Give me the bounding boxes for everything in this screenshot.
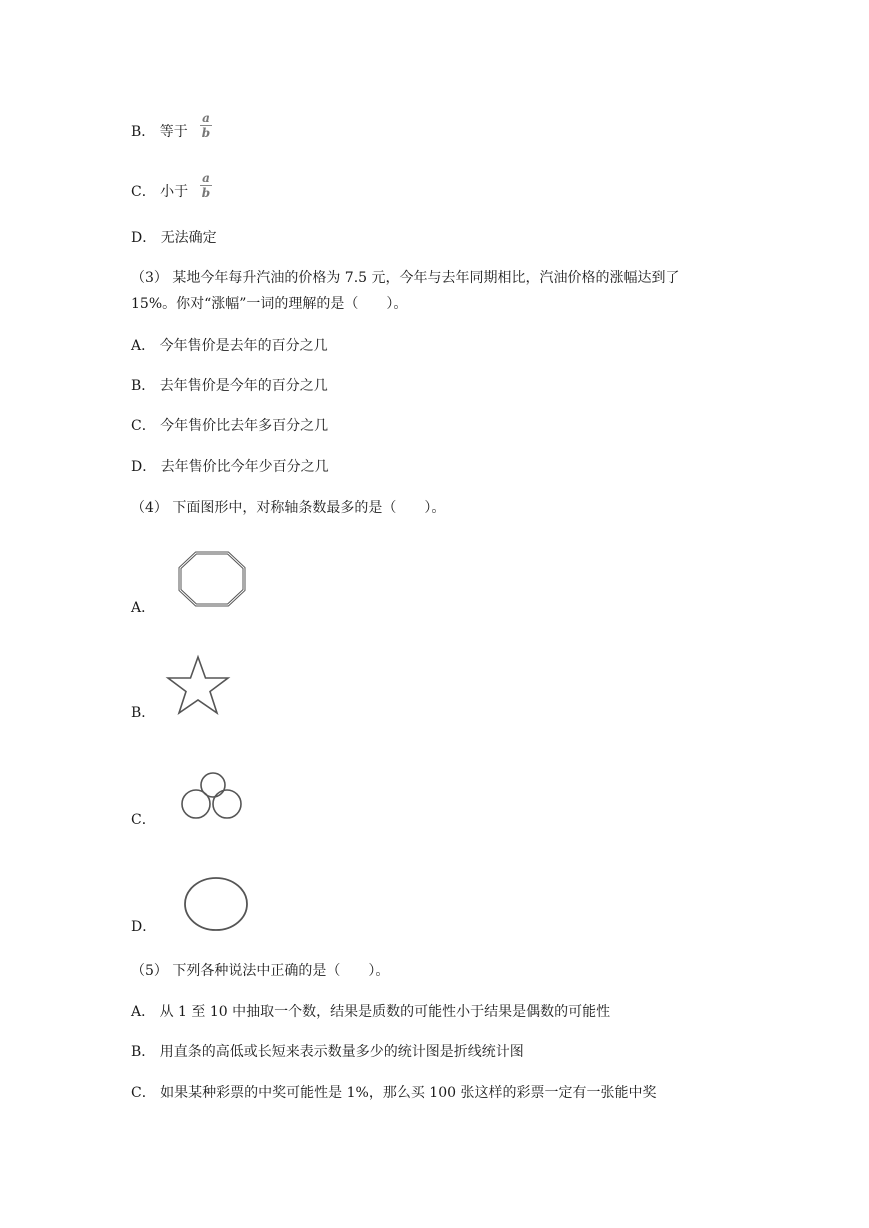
fraction-numerator: a <box>202 171 210 185</box>
option-label: A． <box>131 600 156 616</box>
option-label: D． <box>131 230 157 246</box>
q3-option-a[interactable] <box>131 336 328 356</box>
circle-icon <box>182 876 252 932</box>
option-label: D． <box>131 459 157 475</box>
q3-option-c[interactable] <box>131 416 328 436</box>
q3-stem-line1: （3） 某地今年每升汽油的价格为 7.5 元，今年与去年同期相比，汽油价格的涨幅达到了 <box>131 270 680 286</box>
option-label: B． <box>131 1044 156 1060</box>
fraction-a-over-b <box>200 172 212 199</box>
option-label: D． <box>131 919 157 935</box>
option-text: 今年售价比去年多百分之几 <box>160 418 329 434</box>
option-text: 今年售价是去年的百分之几 <box>159 338 328 354</box>
option-label: C． <box>131 418 156 434</box>
q3-option-d[interactable] <box>131 457 329 477</box>
option-text: 去年售价比今年少百分之几 <box>160 459 329 475</box>
option-text: 去年售价是今年的百分之几 <box>159 378 328 394</box>
option-label: A． <box>131 1004 156 1020</box>
q2-option-c[interactable] <box>131 182 188 202</box>
q5-option-c[interactable] <box>131 1083 656 1103</box>
octagon-icon <box>174 548 250 612</box>
q5-option-a[interactable] <box>131 1002 610 1022</box>
star-icon <box>164 654 232 718</box>
option-text: 如果某种彩票的中奖可能性是 1%，那么买 100 张这样的彩票一定有一张能中奖 <box>160 1085 657 1101</box>
option-label: B． <box>131 378 156 394</box>
option-label: B． <box>131 124 156 140</box>
fraction-a-over-b <box>200 112 212 139</box>
three-circles-icon <box>176 770 248 822</box>
q4-option-c[interactable] <box>131 810 156 830</box>
q3-option-b[interactable] <box>131 376 328 396</box>
q2-option-d[interactable] <box>131 228 217 248</box>
q3-stem-line2: 15%。你对“涨幅”一词的理解的是（ ）。 <box>131 296 408 312</box>
q5-option-b[interactable] <box>131 1042 524 1062</box>
fraction-numerator: a <box>202 111 210 125</box>
option-text: 无法确定 <box>160 230 217 246</box>
option-label: A． <box>131 338 156 354</box>
option-label: C． <box>131 184 156 200</box>
q4-stem: （4） 下面图形中，对称轴条数最多的是（ ）。 <box>131 500 446 516</box>
q4-option-d[interactable] <box>131 917 156 937</box>
option-label: C． <box>131 1085 156 1101</box>
option-label: B． <box>131 705 156 721</box>
fraction-denominator: b <box>201 126 211 140</box>
q5-stem: （5） 下列各种说法中正确的是（ ）。 <box>131 963 390 979</box>
option-text: 从 1 至 10 中抽取一个数，结果是质数的可能性小于结果是偶数的可能性 <box>159 1004 611 1020</box>
fraction-denominator: b <box>201 186 211 200</box>
option-text: 等于 <box>159 124 188 140</box>
q4-option-b[interactable] <box>131 703 155 723</box>
option-label: C． <box>131 812 156 828</box>
q2-option-b[interactable] <box>131 122 188 142</box>
option-text: 用直条的高低或长短来表示数量多少的统计图是折线统计图 <box>159 1044 524 1060</box>
option-text: 小于 <box>160 184 189 200</box>
q4-option-a[interactable] <box>131 598 155 618</box>
